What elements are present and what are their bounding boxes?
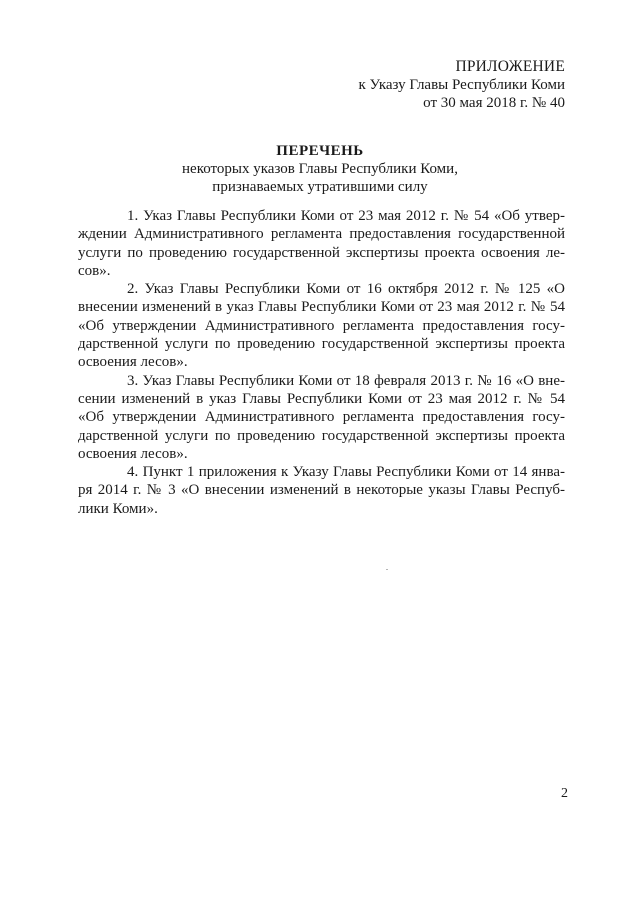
list-title-block: [170, 142, 470, 196]
list-item-line: «Об утверждении Административного регламента предоставления госу-: [78, 409, 565, 426]
list-item-1: [78, 207, 565, 280]
list-item-line: услуги по проведению государственной экспертизы проекта освоения ле-: [78, 244, 565, 261]
list-item-line: ждении Административного регламента предоставления государственной: [78, 226, 565, 243]
list-item-line: лики Коми».: [78, 500, 158, 517]
list-subtitle-line-1: некоторых указов Главы Республики Коми,: [182, 161, 458, 177]
list-item-2: [78, 280, 565, 371]
list-item-line: ря 2014 г. № 3 «О внесении изменений в некоторые указы Главы Респуб-: [78, 482, 565, 499]
appendix-date-line: от 30 мая 2018 г. № 40: [423, 95, 565, 111]
list-item-line: внесении изменений в указ Главы Республики Коми от 23 мая 2012 г. № 54: [78, 299, 565, 316]
list-item-line: 2. Указ Главы Республики Коми от 16 октября 2012 г. № 125 «О: [127, 281, 565, 298]
list-item-line: освоения лесов».: [78, 354, 188, 371]
appendix-heading: ПРИЛОЖЕНИЕ: [455, 58, 565, 75]
list-item-line: сении изменений в указ Главы Республики Коми от 23 мая 2012 г. № 54: [78, 390, 565, 407]
list-title: ПЕРЕЧЕНЬ: [276, 143, 364, 159]
list-item-line: 4. Пункт 1 приложения к Указу Главы Республики Коми от 14 янва-: [127, 464, 565, 481]
page-number: 2: [561, 786, 568, 801]
list-item-line: дарственной услуги по проведению государственной экспертизы проекта: [78, 427, 565, 444]
list-item-3: [78, 372, 565, 463]
list-item-line: освоения лесов».: [78, 445, 188, 462]
list-body: [78, 207, 565, 518]
list-item-line: сов».: [78, 262, 111, 279]
appendix-decree-line: к Указу Главы Республики Коми: [358, 77, 565, 93]
list-item-4: [78, 463, 565, 518]
appendix-header: [358, 58, 565, 112]
list-item-line: дарственной услуги по проведению государственной экспертизы проекта: [78, 336, 565, 353]
scan-speck: [386, 569, 388, 570]
list-item-line: «Об утверждении Административного регламента предоставления госу-: [78, 317, 565, 334]
list-item-line: 1. Указ Главы Республики Коми от 23 мая 2012 г. № 54 «Об утвер-: [127, 208, 565, 224]
list-subtitle-line-2: признаваемых утратившими силу: [212, 179, 428, 195]
list-item-line: 3. Указ Главы Республики Коми от 18 февраля 2013 г. № 16 «О вне-: [127, 372, 565, 389]
